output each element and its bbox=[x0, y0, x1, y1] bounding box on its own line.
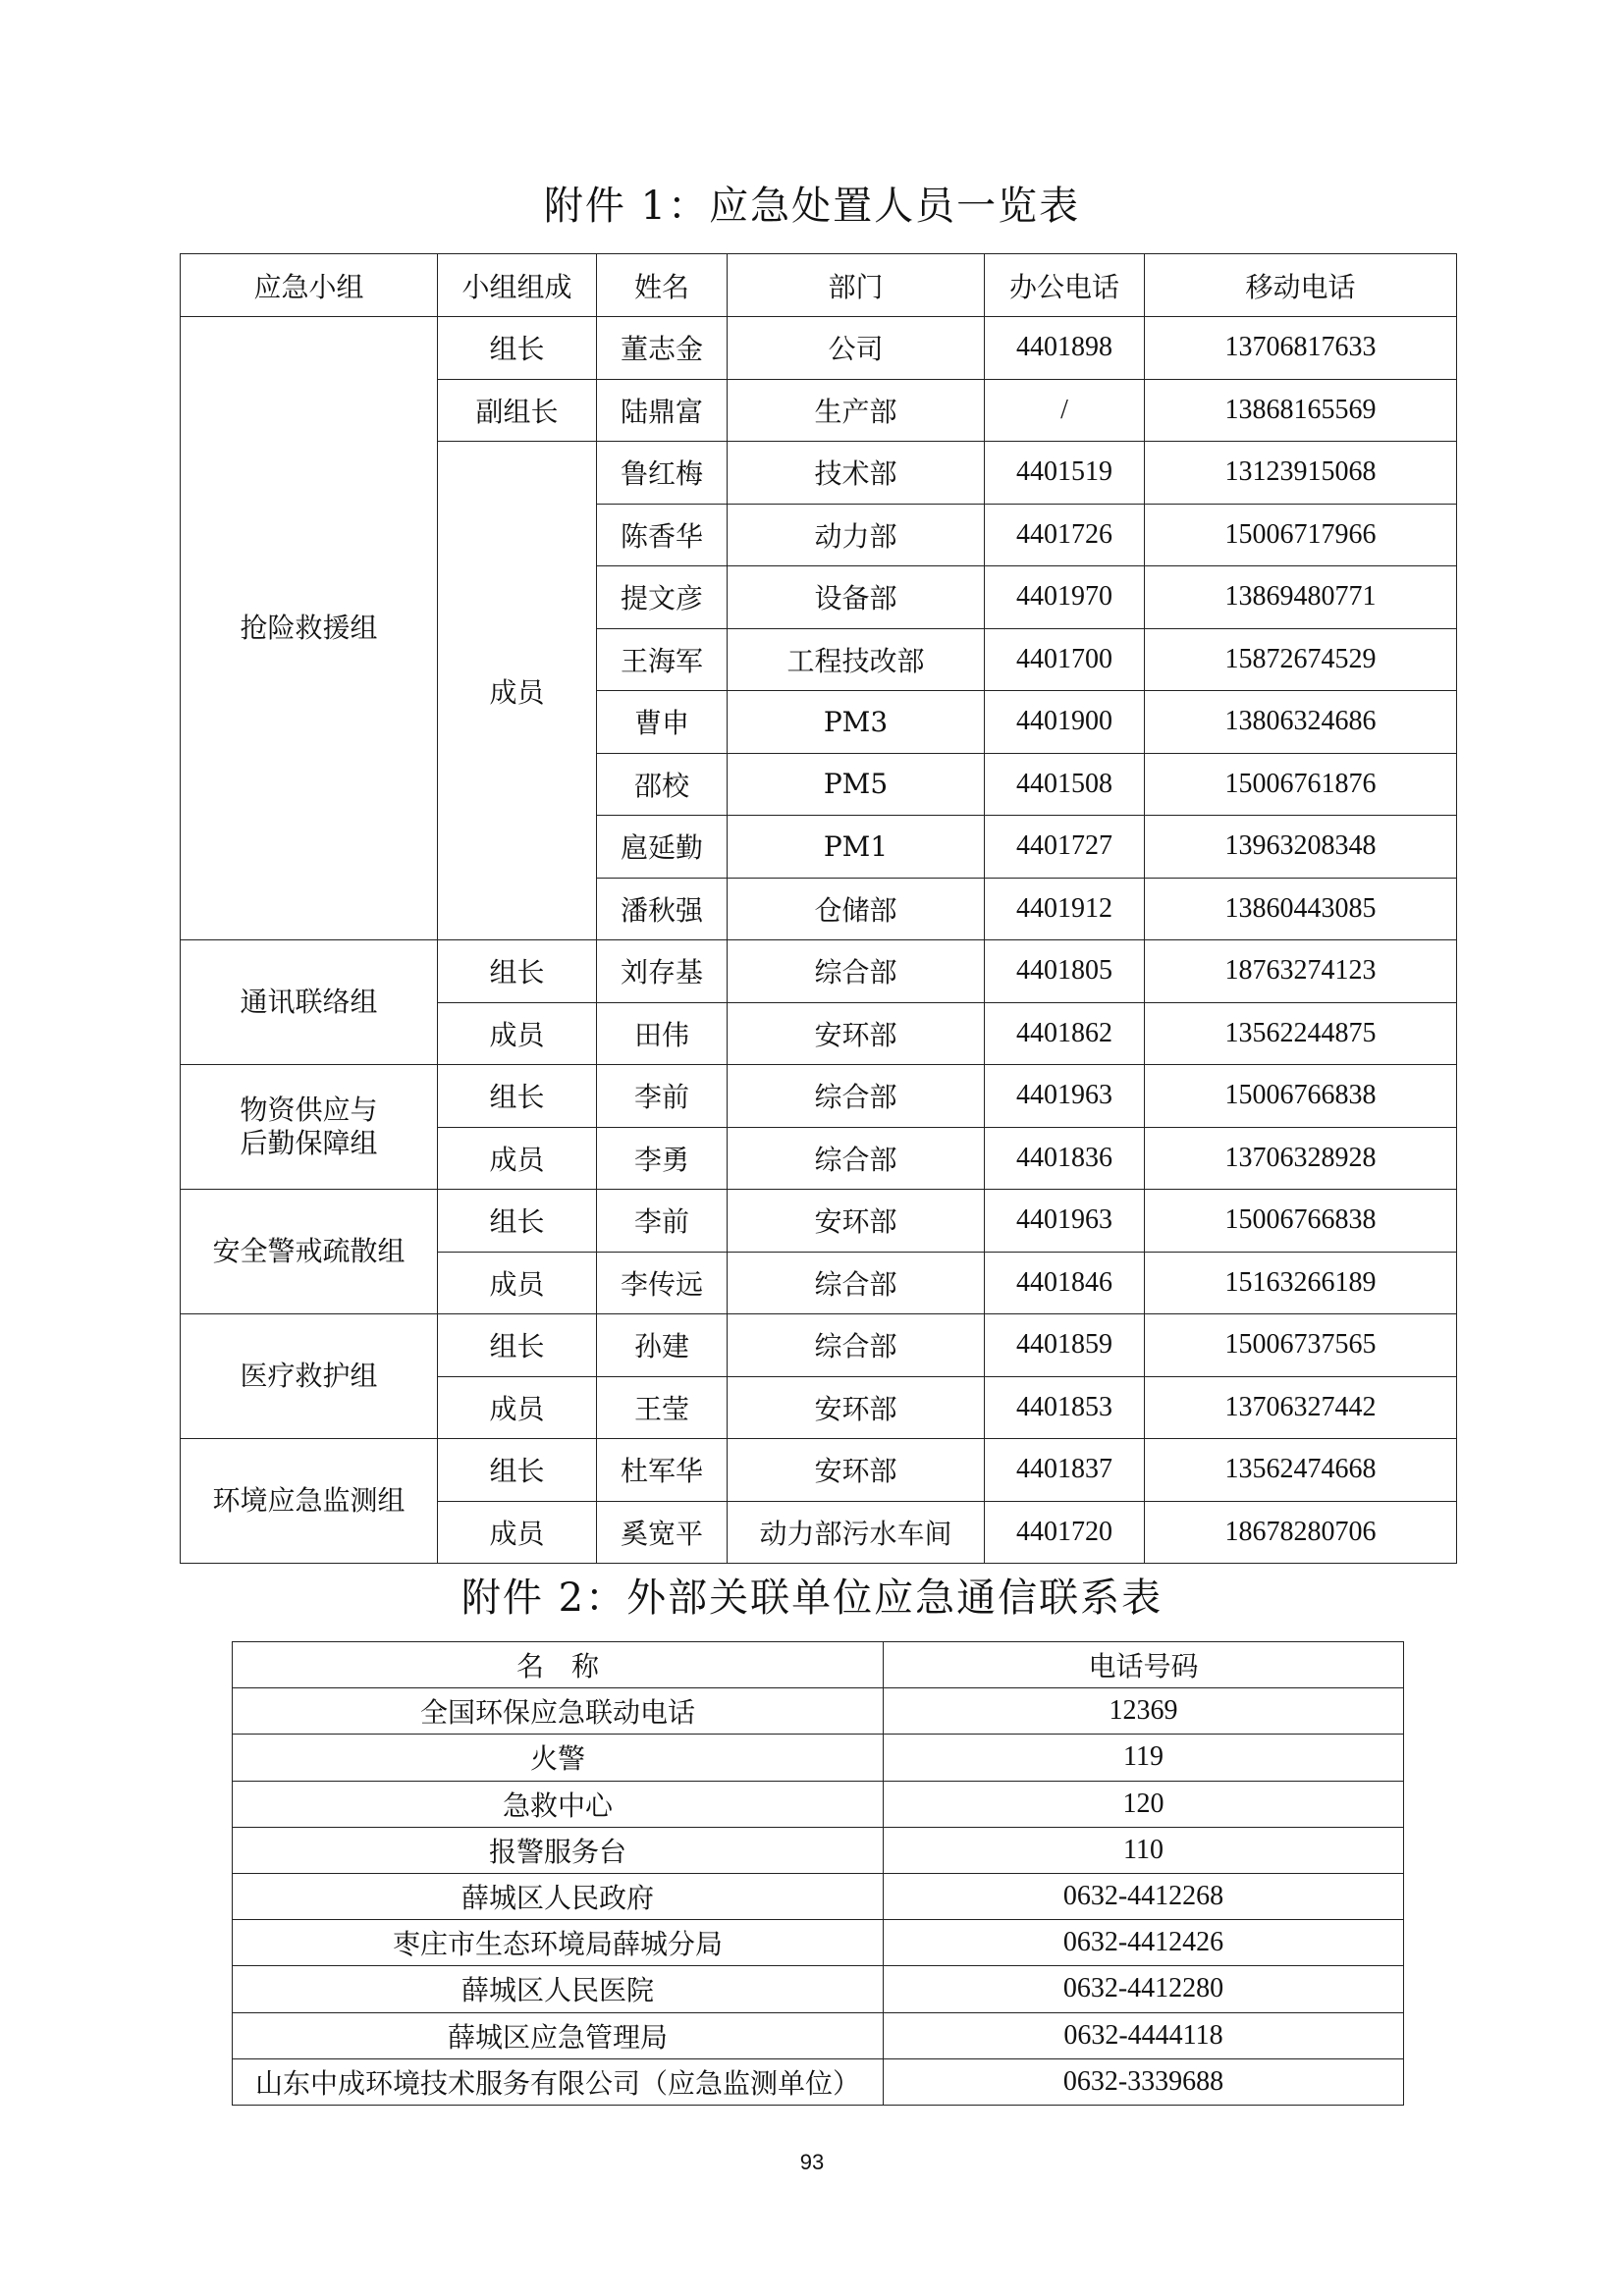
phone-number-cell: 0632-4412268 bbox=[884, 1873, 1404, 1919]
role-cell: 组长 bbox=[438, 940, 597, 1003]
mobile-phone-cell: 13562474668 bbox=[1145, 1439, 1457, 1502]
group-name-cell: 抢险救援组 bbox=[181, 317, 438, 940]
phone-number-cell: 110 bbox=[884, 1827, 1404, 1873]
office-phone-cell: 4401726 bbox=[985, 504, 1145, 566]
name-cell: 李勇 bbox=[597, 1127, 728, 1190]
page-number: 93 bbox=[799, 2150, 825, 2174]
office-phone-cell: 4401862 bbox=[985, 1002, 1145, 1065]
unit-name-cell: 山东中成环境技术服务有限公司（应急监测单位） bbox=[233, 2058, 884, 2105]
office-phone-cell: 4401853 bbox=[985, 1376, 1145, 1439]
department-cell: 公司 bbox=[728, 317, 985, 380]
unit-name-cell: 火警 bbox=[233, 1735, 884, 1781]
office-phone-cell: 4401859 bbox=[985, 1314, 1145, 1377]
name-cell: 鲁红梅 bbox=[597, 442, 728, 505]
column-header: 部门 bbox=[728, 254, 985, 317]
name-cell: 潘秋强 bbox=[597, 878, 728, 940]
unit-name-cell: 薛城区应急管理局 bbox=[233, 2012, 884, 2058]
office-phone-cell: / bbox=[985, 379, 1145, 442]
name-cell: 李前 bbox=[597, 1190, 728, 1253]
role-cell: 组长 bbox=[438, 1439, 597, 1502]
name-cell: 李前 bbox=[597, 1065, 728, 1128]
name-cell: 刘存基 bbox=[597, 940, 728, 1003]
column-header: 名 称 bbox=[233, 1642, 884, 1688]
name-cell: 提文彦 bbox=[597, 566, 728, 629]
office-phone-cell: 4401837 bbox=[985, 1439, 1145, 1502]
office-phone-cell: 4401727 bbox=[985, 816, 1145, 879]
office-phone-cell: 4401963 bbox=[985, 1190, 1145, 1253]
department-cell: 安环部 bbox=[728, 1002, 985, 1065]
office-phone-cell: 4401898 bbox=[985, 317, 1145, 380]
mobile-phone-cell: 13562244875 bbox=[1145, 1002, 1457, 1065]
department-cell: 设备部 bbox=[728, 566, 985, 629]
unit-name-cell: 薛城区人民政府 bbox=[233, 1873, 884, 1919]
office-phone-cell: 4401963 bbox=[985, 1065, 1145, 1128]
office-phone-cell: 4401508 bbox=[985, 753, 1145, 816]
name-cell: 扈延勤 bbox=[597, 816, 728, 879]
department-cell: 动力部污水车间 bbox=[728, 1501, 985, 1564]
table-header-row bbox=[233, 1642, 1404, 1688]
group-name-cell: 安全警戒疏散组 bbox=[181, 1190, 438, 1314]
table-header-row bbox=[181, 254, 1457, 317]
mobile-phone-cell: 15163266189 bbox=[1145, 1252, 1457, 1314]
table-row bbox=[233, 2012, 1404, 2058]
department-cell: 仓储部 bbox=[728, 878, 985, 940]
department-cell: 工程技改部 bbox=[728, 628, 985, 691]
name-cell: 奚宽平 bbox=[597, 1501, 728, 1564]
role-cell: 副组长 bbox=[438, 379, 597, 442]
table1-title: 附件 1：应急处置人员一览表 bbox=[543, 184, 1081, 229]
emergency-personnel-table bbox=[180, 253, 1457, 1564]
mobile-phone-cell: 13706327442 bbox=[1145, 1376, 1457, 1439]
table-row bbox=[233, 1827, 1404, 1873]
column-header: 移动电话 bbox=[1145, 254, 1457, 317]
table-row bbox=[233, 1781, 1404, 1827]
group-name-cell: 医疗救护组 bbox=[181, 1314, 438, 1439]
group-name-cell: 通讯联络组 bbox=[181, 940, 438, 1065]
office-phone-cell: 4401900 bbox=[985, 691, 1145, 754]
name-cell: 曹申 bbox=[597, 691, 728, 754]
department-cell: PM5 bbox=[728, 753, 985, 816]
table-row bbox=[181, 940, 1457, 1003]
department-cell: 安环部 bbox=[728, 1439, 985, 1502]
name-cell: 陈香华 bbox=[597, 504, 728, 566]
role-cell: 成员 bbox=[438, 1501, 597, 1564]
table-row bbox=[181, 1065, 1457, 1128]
mobile-phone-cell: 15006761876 bbox=[1145, 753, 1457, 816]
table-row bbox=[233, 1873, 1404, 1919]
role-cell: 组长 bbox=[438, 1065, 597, 1128]
table-row bbox=[233, 2058, 1404, 2105]
department-cell: 综合部 bbox=[728, 1314, 985, 1377]
mobile-phone-cell: 13860443085 bbox=[1145, 878, 1457, 940]
table2-title: 附件 2：外部关联单位应急通信联系表 bbox=[460, 1575, 1164, 1621]
phone-number-cell: 0632-4412426 bbox=[884, 1920, 1404, 1966]
role-cell: 成员 bbox=[438, 1376, 597, 1439]
mobile-phone-cell: 13869480771 bbox=[1145, 566, 1457, 629]
department-cell: 综合部 bbox=[728, 940, 985, 1003]
table-row bbox=[233, 1688, 1404, 1735]
mobile-phone-cell: 18678280706 bbox=[1145, 1501, 1457, 1564]
name-cell: 孙建 bbox=[597, 1314, 728, 1377]
mobile-phone-cell: 15872674529 bbox=[1145, 628, 1457, 691]
table-row bbox=[233, 1966, 1404, 2012]
unit-name-cell: 急救中心 bbox=[233, 1781, 884, 1827]
mobile-phone-cell: 13963208348 bbox=[1145, 816, 1457, 879]
office-phone-cell: 4401836 bbox=[985, 1127, 1145, 1190]
mobile-phone-cell: 15006737565 bbox=[1145, 1314, 1457, 1377]
unit-name-cell: 枣庄市生态环境局薛城分局 bbox=[233, 1920, 884, 1966]
mobile-phone-cell: 13706817633 bbox=[1145, 317, 1457, 380]
office-phone-cell: 4401970 bbox=[985, 566, 1145, 629]
office-phone-cell: 4401700 bbox=[985, 628, 1145, 691]
table-row bbox=[233, 1920, 1404, 1966]
office-phone-cell: 4401805 bbox=[985, 940, 1145, 1003]
phone-number-cell: 12369 bbox=[884, 1688, 1404, 1735]
name-cell: 李传远 bbox=[597, 1252, 728, 1314]
name-cell: 田伟 bbox=[597, 1002, 728, 1065]
name-cell: 王海军 bbox=[597, 628, 728, 691]
role-cell: 成员 bbox=[438, 442, 597, 940]
column-header: 姓名 bbox=[597, 254, 728, 317]
name-cell: 杜军华 bbox=[597, 1439, 728, 1502]
office-phone-cell: 4401519 bbox=[985, 442, 1145, 505]
department-cell: PM3 bbox=[728, 691, 985, 754]
unit-name-cell: 报警服务台 bbox=[233, 1827, 884, 1873]
phone-number-cell: 0632-3339688 bbox=[884, 2058, 1404, 2105]
role-cell: 成员 bbox=[438, 1127, 597, 1190]
name-cell: 董志金 bbox=[597, 317, 728, 380]
name-cell: 邵校 bbox=[597, 753, 728, 816]
department-cell: 动力部 bbox=[728, 504, 985, 566]
mobile-phone-cell: 13868165569 bbox=[1145, 379, 1457, 442]
department-cell: 综合部 bbox=[728, 1252, 985, 1314]
phone-number-cell: 120 bbox=[884, 1781, 1404, 1827]
phone-number-cell: 119 bbox=[884, 1735, 1404, 1781]
table-row bbox=[181, 1439, 1457, 1502]
name-cell: 陆鼎富 bbox=[597, 379, 728, 442]
office-phone-cell: 4401720 bbox=[985, 1501, 1145, 1564]
group-name-cell: 物资供应与 后勤保障组 bbox=[181, 1065, 438, 1190]
mobile-phone-cell: 13706328928 bbox=[1145, 1127, 1457, 1190]
phone-number-cell: 0632-4412280 bbox=[884, 1966, 1404, 2012]
mobile-phone-cell: 15006717966 bbox=[1145, 504, 1457, 566]
table-row bbox=[181, 1190, 1457, 1253]
column-header: 应急小组 bbox=[181, 254, 438, 317]
department-cell: PM1 bbox=[728, 816, 985, 879]
office-phone-cell: 4401912 bbox=[985, 878, 1145, 940]
mobile-phone-cell: 13123915068 bbox=[1145, 442, 1457, 505]
mobile-phone-cell: 13806324686 bbox=[1145, 691, 1457, 754]
role-cell: 组长 bbox=[438, 317, 597, 380]
role-cell: 组长 bbox=[438, 1314, 597, 1377]
mobile-phone-cell: 18763274123 bbox=[1145, 940, 1457, 1003]
department-cell: 安环部 bbox=[728, 1190, 985, 1253]
column-header: 电话号码 bbox=[884, 1642, 1404, 1688]
office-phone-cell: 4401846 bbox=[985, 1252, 1145, 1314]
role-cell: 成员 bbox=[438, 1252, 597, 1314]
mobile-phone-cell: 15006766838 bbox=[1145, 1065, 1457, 1128]
name-cell: 王莹 bbox=[597, 1376, 728, 1439]
column-header: 办公电话 bbox=[985, 254, 1145, 317]
phone-number-cell: 0632-4444118 bbox=[884, 2012, 1404, 2058]
table-row bbox=[233, 1735, 1404, 1781]
mobile-phone-cell: 15006766838 bbox=[1145, 1190, 1457, 1253]
department-cell: 综合部 bbox=[728, 1065, 985, 1128]
department-cell: 安环部 bbox=[728, 1376, 985, 1439]
group-name-cell: 环境应急监测组 bbox=[181, 1439, 438, 1564]
external-contacts-table bbox=[232, 1641, 1404, 2106]
department-cell: 生产部 bbox=[728, 379, 985, 442]
unit-name-cell: 薛城区人民医院 bbox=[233, 1966, 884, 2012]
table-row bbox=[181, 1314, 1457, 1377]
column-header: 小组组成 bbox=[438, 254, 597, 317]
department-cell: 综合部 bbox=[728, 1127, 985, 1190]
role-cell: 组长 bbox=[438, 1190, 597, 1253]
role-cell: 成员 bbox=[438, 1002, 597, 1065]
department-cell: 技术部 bbox=[728, 442, 985, 505]
table-row bbox=[181, 317, 1457, 380]
unit-name-cell: 全国环保应急联动电话 bbox=[233, 1688, 884, 1735]
